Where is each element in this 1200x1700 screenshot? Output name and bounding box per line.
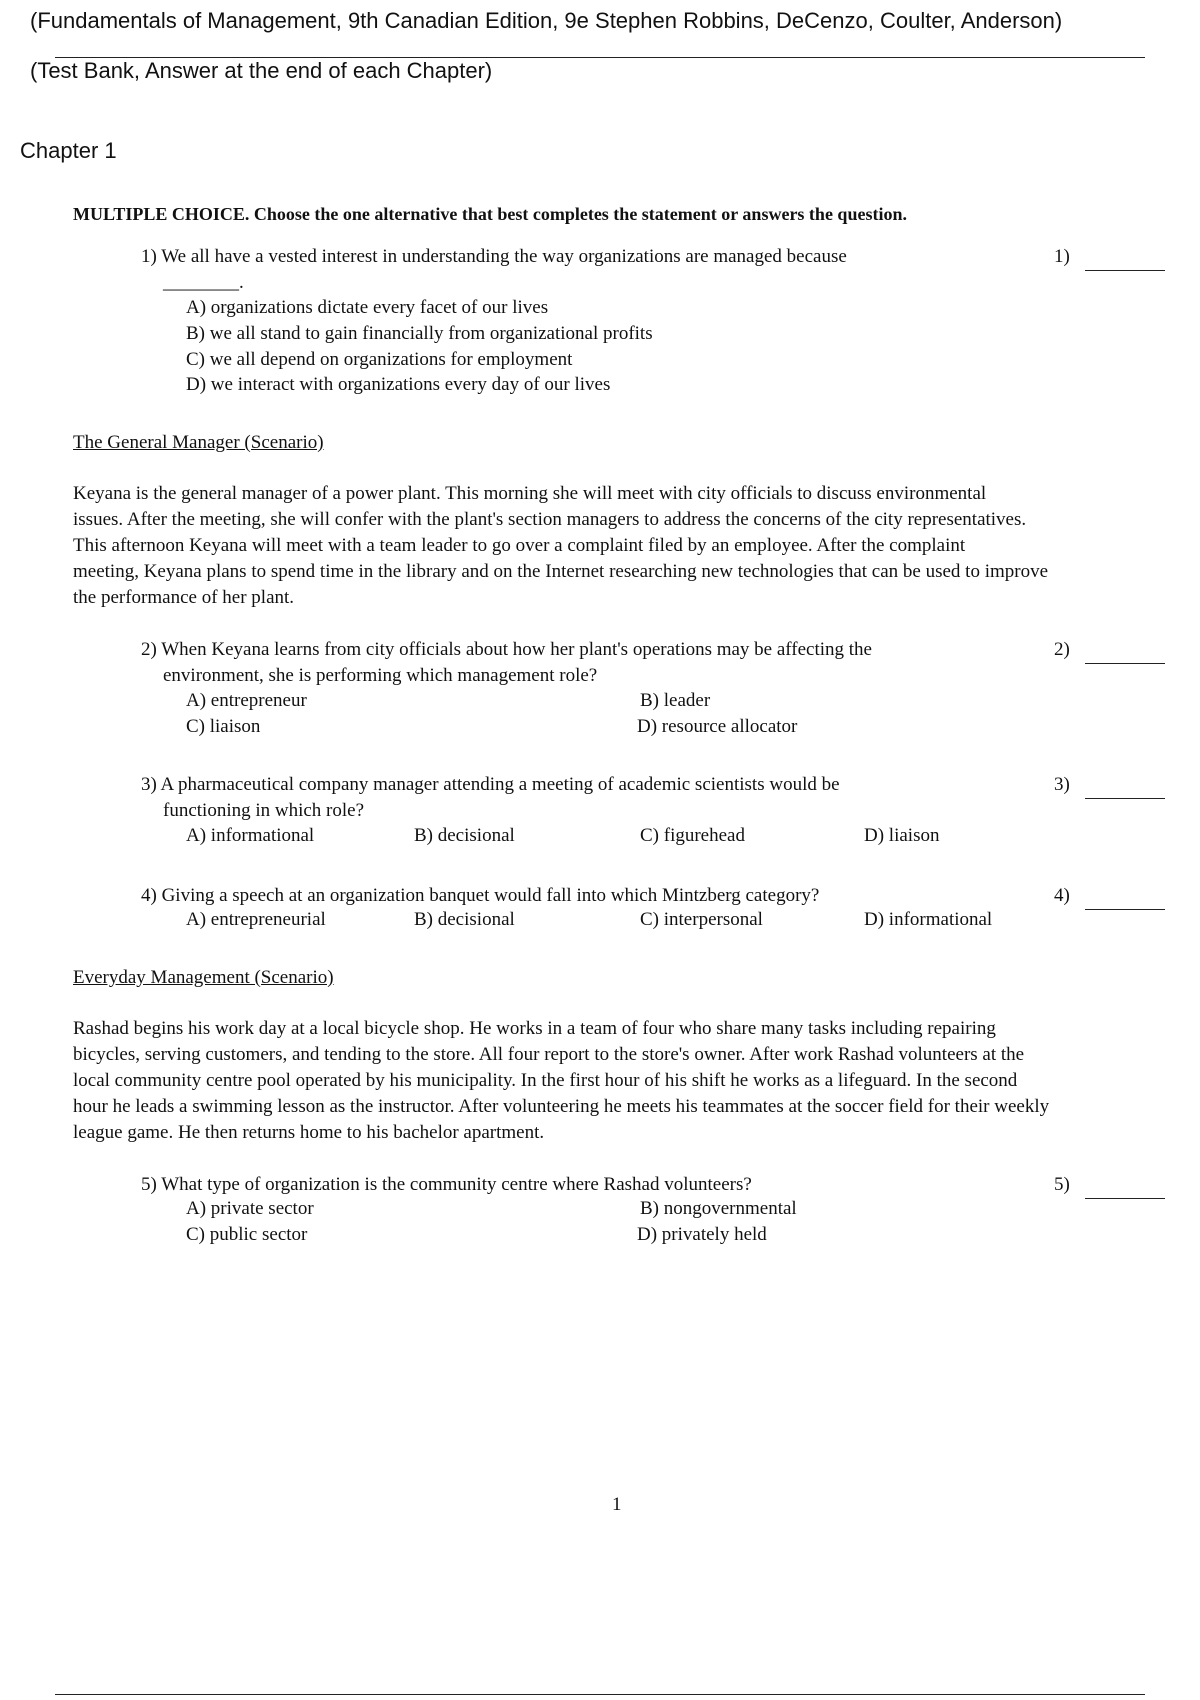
q3-option-a: A) informational [186,825,315,846]
answer-blank-2[interactable] [1085,663,1165,664]
document-title: (Fundamentals of Management, 9th Canadian Edition, 9e Stephen Robbins, DeCenzo, Coulter, Anderson) [30,8,1063,33]
q2-option-b: B) leader [640,690,711,711]
q4-option-c: C) interpersonal [640,909,763,930]
scenario-1-text: Keyana is the general manager of a power plant. This morning she will meet with city officials to discuss environmental issues. After the meeting, she will confer with the plant's section managers to address the concerns of the city representatives. This afternoon Keyana will meet with a team leader to go over a complaint filed by an employee. After the complaint meeting, Keyana plans to spend time in the library and on the Internet researching new technologies that can be used to improve the performance of her plant. [73,483,1049,608]
q1-option-c: C) we all depend on organizations for employment [186,349,573,370]
q2-option-d: D) resource allocator [637,716,798,737]
q4-option-b: B) decisional [414,909,515,930]
answer-blank-5[interactable] [1085,1198,1165,1199]
q1-option-b: B) we all stand to gain financially from organizational profits [186,323,653,344]
q1-option-d: D) we interact with organizations every day of our lives [186,374,611,395]
question-4-text: 4) Giving a speech at an organization banquet would fall into which Mintzberg category? [141,885,820,906]
scenario-1-title: The General Manager (Scenario) [73,432,324,453]
question-3-text: 3) A pharmaceutical company manager attending a meeting of academic scientists would be [141,774,840,795]
footer-rule [55,1694,1145,1695]
q2-option-a: A) entrepreneur [186,690,307,711]
answer-blank-3[interactable] [1085,798,1165,799]
question-1-number: 1) [1054,246,1070,267]
page-number: 1 [612,1494,622,1515]
section-instructions: MULTIPLE CHOICE. Choose the one alternative that best completes the statement or answers the question. [73,204,907,224]
question-2-text: 2) When Keyana learns from city officials about how her plant's operations may be affecting the [141,639,872,660]
question-3-text-cont: functioning in which role? [163,800,365,821]
q3-option-d: D) liaison [864,825,940,846]
question-4-number: 4) [1054,885,1070,906]
chapter-heading: Chapter 1 [20,138,117,163]
q1-option-a: A) organizations dictate every facet of our lives [186,297,549,318]
q3-option-c: C) figurehead [640,825,745,846]
q2-option-c: C) liaison [186,716,261,737]
q4-option-d: D) informational [864,909,993,930]
q5-option-a: A) private sector [186,1198,314,1219]
scenario-2-text: Rashad begins his work day at a local bicycle shop. He works in a team of four who share many tasks including repairing bicycles, serving customers, and tending to the store. All four report to the store's owner. After work Rashad volunteers at the local community centre pool operated by his municipality. In the first hour of his shift he works as a lifeguard. In the second hour he leads a swimming lesson as the instructor. After volunteering he meets his teammates at the soccer field for their weekly league game. He then returns home to his bachelor apartment. [73,1018,1050,1143]
question-2-text-cont: environment, she is performing which management role? [163,665,598,686]
q3-option-b: B) decisional [414,825,515,846]
answer-blank-4[interactable] [1085,909,1165,910]
question-3-number: 3) [1054,774,1070,795]
question-5-number: 5) [1054,1174,1070,1195]
q5-option-b: B) nongovernmental [640,1198,797,1219]
document-subtitle: (Test Bank, Answer at the end of each Chapter) [30,58,493,83]
q5-option-c: C) public sector [186,1224,308,1245]
answer-blank-1[interactable] [1085,270,1165,271]
q4-option-a: A) entrepreneurial [186,909,326,930]
question-2-number: 2) [1054,639,1070,660]
q5-option-d: D) privately held [637,1224,767,1245]
question-1-text-cont: ________. [163,272,244,293]
question-5-text: 5) What type of organization is the community centre where Rashad volunteers? [141,1174,752,1195]
question-1-text: 1) We all have a vested interest in understanding the way organizations are managed because [141,246,847,267]
scenario-2-title: Everyday Management (Scenario) [73,967,334,988]
